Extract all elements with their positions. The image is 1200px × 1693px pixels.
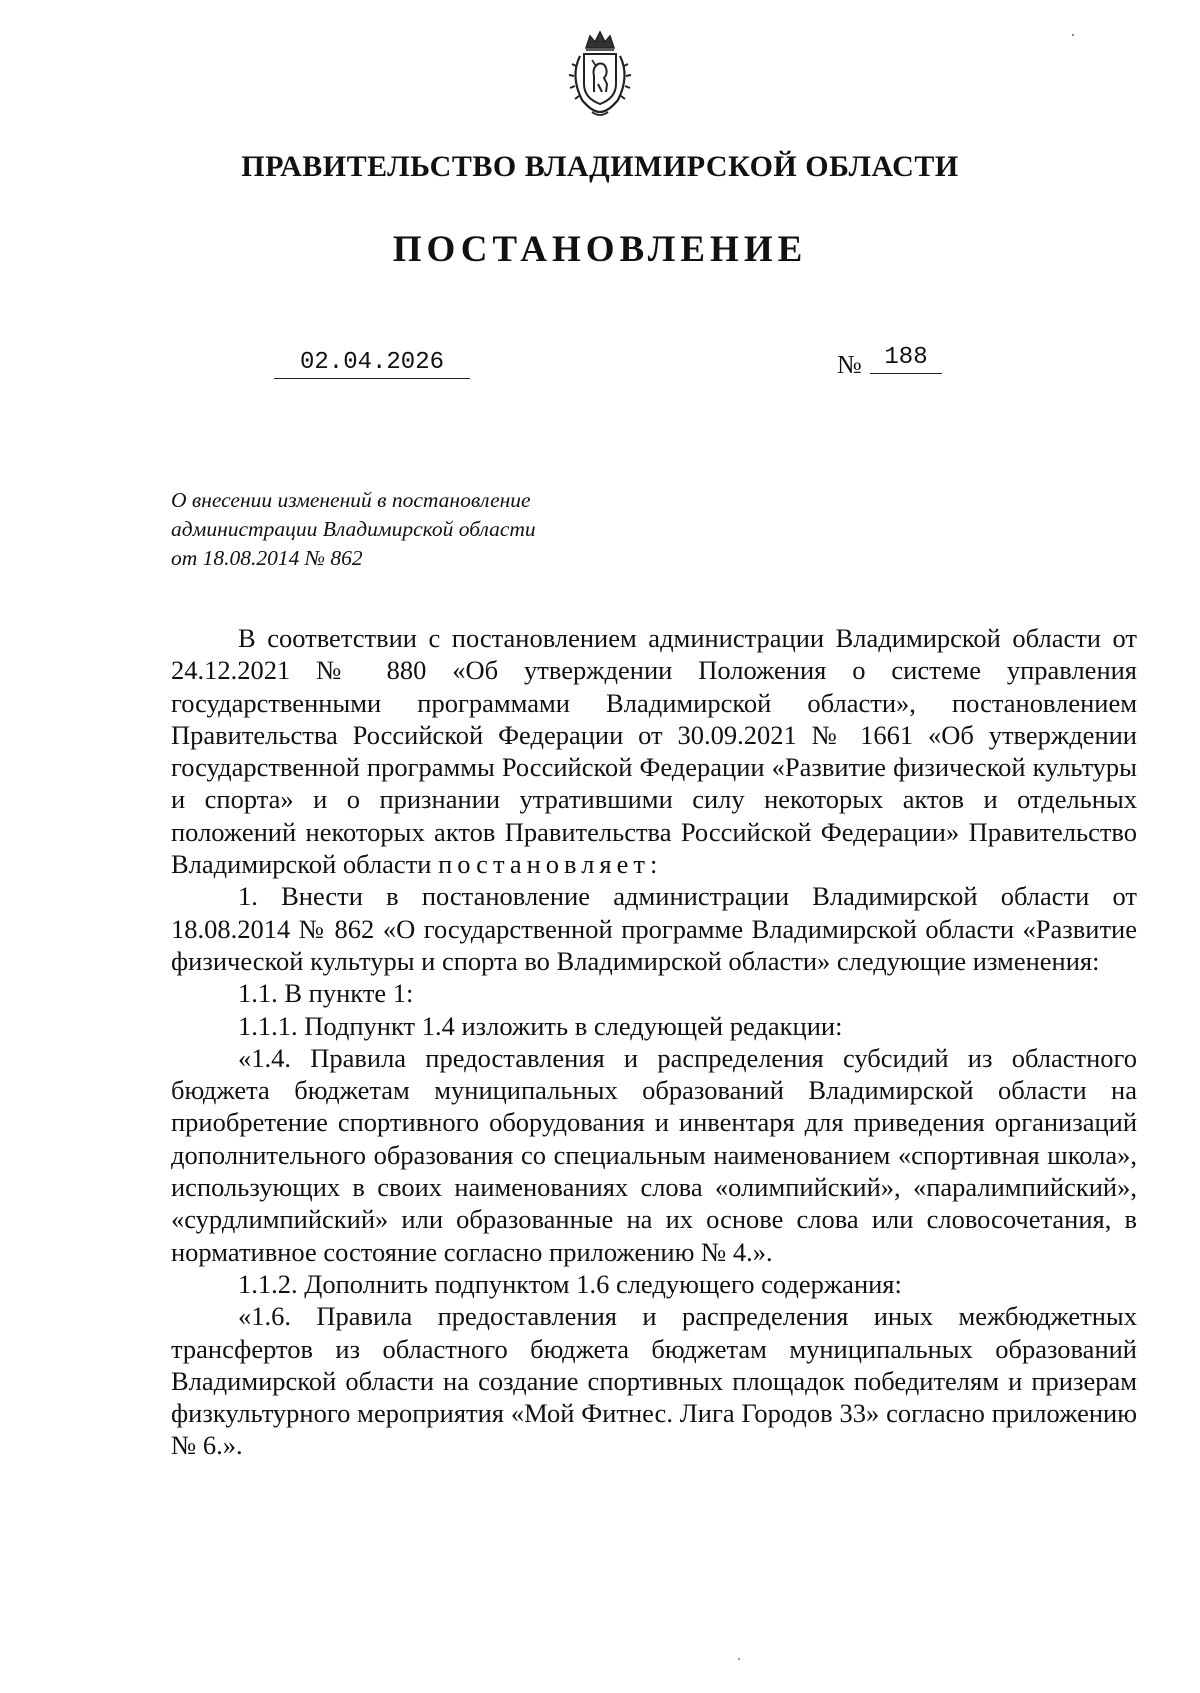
subject-line: администрации Владимирской области: [171, 517, 536, 541]
decree-word: постановляет:: [438, 849, 663, 880]
document-date: 02.04.2026: [274, 349, 470, 379]
quoted-clause-1-6: «1.6. Правила предоставления и распределения иных межбюджетных трансфертов из областного бюджета бюджетам муниципальных образований Владимирской области на создание спортивных площадок победителям и призерам физкультурного мероприятия «Мой Фитнес. Лига Городов 33» согласно приложению № 6.».: [171, 1301, 1137, 1461]
preamble-text: В соответствии с постановлением администрации Владимирской области от 24.12.2021 № 880 «Об утверждении Положения о системе управления государственными программами Владимирской области», постановлением Правительства Российской Федерации от 30.09.2021 № 1661 «Об утверждении государственной программы Российской Федерации «Развитие физической культуры и спорта» и о признании утратившими силу некоторых актов и отдельных положений некоторых актов Правительства Российской Федерации» Правительство Владимирской области: [171, 623, 1137, 880]
document-type-heading: ПОСТАНОВЛЕНИЕ: [392, 229, 808, 270]
document-subject: [171, 486, 611, 573]
paragraph-1: 1. Внести в постановление администрации Владимирской области от 18.08.2014 № 862 «О государственной программе Владимирской области «Развитие физической культуры и спорта во Владимирской области» следующие изменения:: [171, 881, 1137, 976]
subject-line: от 18.08.2014 № 862: [171, 546, 363, 570]
government-title: ПРАВИТЕЛЬСТВО ВЛАДИМИРСКОЙ ОБЛАСТИ: [241, 150, 959, 183]
preamble-paragraph: [171, 622, 1137, 880]
vladimir-region-coat-of-arms-icon: [552, 26, 648, 122]
subject-line: О внесении изменений в постановление: [171, 488, 531, 512]
scan-speck: [738, 1658, 740, 1660]
document-number: 188: [870, 344, 942, 374]
number-label: №: [837, 350, 862, 379]
quoted-clause-1-4: «1.4. Правила предоставления и распределения субсидий из областного бюджета бюджетам муниципальных образований Владимирской области на приобретение спортивного оборудования и инвентаря для приведения организаций дополнительного образования со специальным наименованием «спортивная школа», использующих в своих наименованиях слова «олимпийский», «паралимпийский», «сурдлимпийский» или образованные на их основе слова или словосочетания, в нормативное состояние согласно приложению № 4.».: [171, 1042, 1137, 1267]
paragraph-1-1: 1.1. В пункте 1:: [238, 978, 414, 1009]
paragraph-1-1-2: 1.1.2. Дополнить подпунктом 1.6 следующего содержания:: [238, 1268, 902, 1299]
paragraph-1-1-1: 1.1.1. Подпункт 1.4 изложить в следующей редакции:: [238, 1010, 843, 1041]
document-body: [171, 622, 1137, 1462]
scan-speck: [1072, 34, 1074, 36]
